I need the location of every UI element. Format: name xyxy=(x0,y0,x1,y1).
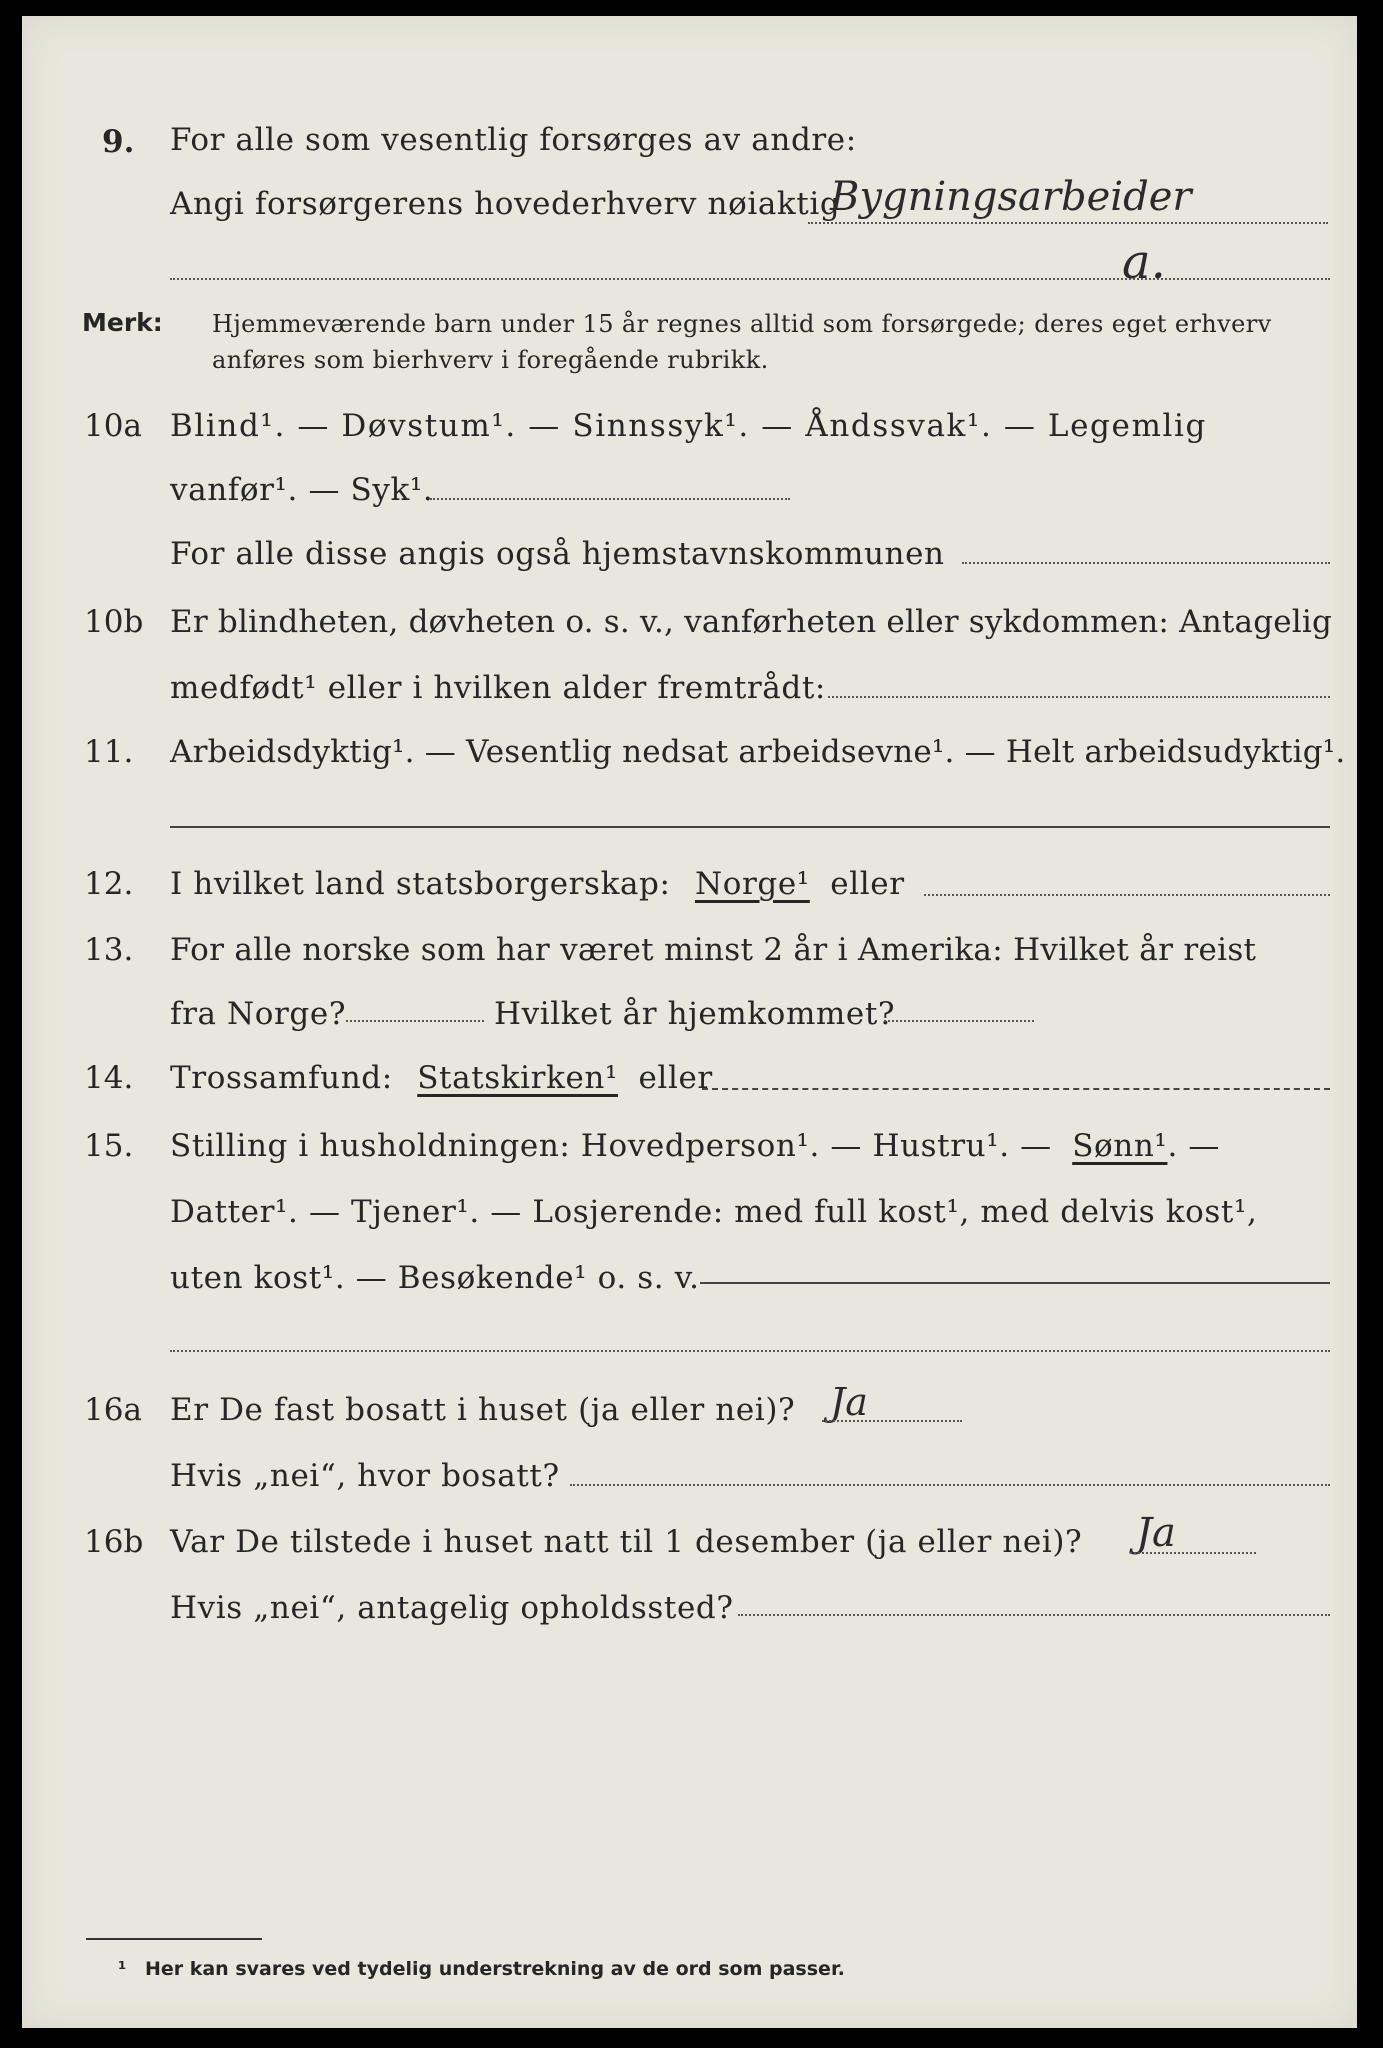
q12-number: 12. xyxy=(84,866,134,902)
merk-label: Merk: xyxy=(82,308,163,337)
q13-line1: For alle norske som har været minst 2 år i Amerika: Hvilket år reist xyxy=(170,932,1257,968)
q10a-syk-answer-line xyxy=(430,498,790,500)
q9-handwritten-answer[interactable]: Bygningsarbeider xyxy=(830,174,1192,220)
q13-number: 13. xyxy=(84,932,134,968)
q16a-line2: Hvis „nei“, hvor bosatt? xyxy=(170,1458,560,1494)
q14-statskirken-option[interactable]: Statskirken¹ xyxy=(417,1060,619,1096)
merk-line2: anføres som bierhverv i foregående rubrikk. xyxy=(212,346,769,374)
q14-text: Trossamfund: xyxy=(170,1060,393,1096)
q14-eller: eller xyxy=(638,1060,713,1096)
q13-hjemkommet-answer-line xyxy=(884,1020,1034,1022)
q10b-line2: medfødt¹ eller i hvilken alder fremtrådt: xyxy=(170,670,826,706)
q15-answer-line xyxy=(700,1282,1330,1284)
q10b-answer-line xyxy=(828,696,1330,698)
q16b-line1: Var De tilstede i huset natt til 1 desember (ja eller nei)? xyxy=(170,1524,1083,1560)
q11-number: 11. xyxy=(84,734,134,770)
q14-number: 14. xyxy=(84,1060,134,1096)
q16b-answer-line xyxy=(1130,1552,1256,1554)
q9-line1: For alle som vesentlig forsørges av andre: xyxy=(170,122,857,158)
q16b-number: 16b xyxy=(84,1524,144,1560)
q15-answer-line-2 xyxy=(170,1350,1330,1352)
q12-answer-line xyxy=(924,894,1330,896)
q9-answer-line xyxy=(808,222,1328,224)
q9-handwritten-answer-2[interactable]: a. xyxy=(1122,234,1166,290)
q13-line2a: fra Norge? xyxy=(170,996,347,1032)
q14-line xyxy=(170,1060,713,1096)
merk-line1: Hjemmeværende barn under 15 år regnes alltid som forsørgede; deres eget erhverv xyxy=(212,310,1272,338)
q15-line2: Datter¹. — Tjener¹. — Losjerende: med full kost¹, med delvis kost¹, xyxy=(170,1194,1258,1230)
q16a-handwritten-answer[interactable]: Ja xyxy=(830,1380,868,1424)
q16a-line1: Er De fast bosatt i huset (ja eller nei)? xyxy=(170,1392,796,1428)
q16b-opholdssted-answer-line xyxy=(738,1614,1330,1616)
q10a-number: 10a xyxy=(84,408,142,444)
q9-line2: Angi forsørgerens hovederhverv nøiaktig xyxy=(170,186,841,222)
q12-norge-option[interactable]: Norge¹ xyxy=(695,866,810,902)
q15-line1-end: . — xyxy=(1167,1128,1220,1164)
q15-line1-text: Stilling i husholdningen: Hovedperson¹. — Hustru¹. — xyxy=(170,1128,1052,1164)
q15-line1 xyxy=(170,1128,1220,1164)
q15-number: 15. xyxy=(84,1128,134,1164)
q10a-kommune-answer-line xyxy=(962,562,1330,564)
q16a-bosatt-answer-line xyxy=(570,1484,1330,1486)
q12-eller: eller xyxy=(830,866,905,902)
q9-number: 9. xyxy=(102,124,135,160)
q13-line2b: Hvilket år hjemkommet? xyxy=(494,996,896,1032)
q10b-line1: Er blindheten, døvheten o. s. v., vanførheten eller sykdommen: Antagelig xyxy=(170,604,1333,640)
q12-text: I hvilket land statsborgerskap: xyxy=(170,866,671,902)
q12-line xyxy=(170,866,905,902)
q10a-line3: For alle disse angis også hjemstavnskommunen xyxy=(170,536,945,572)
q13-reist-answer-line xyxy=(346,1020,484,1022)
q16a-answer-line xyxy=(822,1420,962,1422)
q9-answer-line-2 xyxy=(170,278,1330,280)
q10b-number: 10b xyxy=(84,604,144,640)
footnote xyxy=(118,1958,845,1980)
q15-sonn-option[interactable]: Sønn¹ xyxy=(1072,1128,1168,1164)
q10a-line2: vanfør¹. — Syk¹. xyxy=(170,472,434,508)
q10a-line1: Blind¹. — Døvstum¹. — Sinnssyk¹. — Åndssvak¹. — Legemlig xyxy=(170,408,1207,444)
footnote-rule xyxy=(86,1938,262,1940)
q11-answer-line xyxy=(170,826,1330,828)
q16a-number: 16a xyxy=(84,1392,142,1428)
footnote-mark: ¹ xyxy=(118,1958,127,1980)
q11-line1: Arbeidsdyktig¹. — Vesentlig nedsat arbeidsevne¹. — Helt arbeidsudyktig¹. xyxy=(170,734,1346,770)
q16b-handwritten-answer[interactable]: Ja xyxy=(1136,1510,1176,1556)
census-form-page xyxy=(22,16,1357,2028)
q16b-line2: Hvis „nei“, antagelig opholdssted? xyxy=(170,1590,734,1626)
q15-line3: uten kost¹. — Besøkende¹ o. s. v. xyxy=(170,1260,700,1296)
q14-answer-line xyxy=(702,1088,1330,1090)
footnote-text: Her kan svares ved tydelig understrekning av de ord som passer. xyxy=(144,1958,845,1980)
